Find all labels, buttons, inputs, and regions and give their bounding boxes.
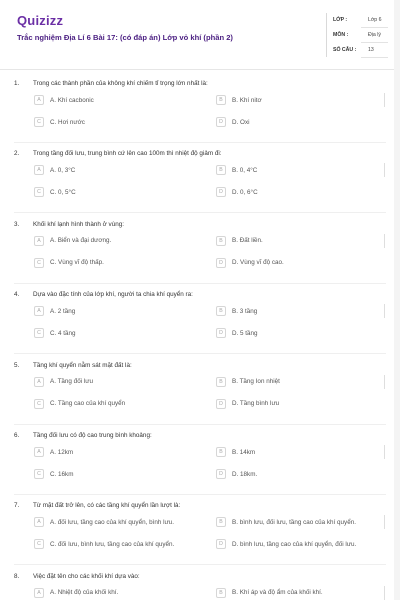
header-rule xyxy=(0,69,400,70)
option-divider xyxy=(384,586,385,600)
option-text: A. Khí cacbonic xyxy=(50,96,94,104)
option-text: A. 0, 3°C xyxy=(50,166,76,174)
option-letter-box: B xyxy=(216,588,226,598)
option-letter-box: B xyxy=(216,377,226,387)
option-letter-box: D xyxy=(216,117,226,127)
option-letter-box: A xyxy=(34,95,44,105)
question-block xyxy=(0,150,400,220)
option-letter-box: C xyxy=(34,187,44,197)
option-text: D. Tầng bình lưu xyxy=(232,400,280,408)
meta-value-subject: Địa lý xyxy=(368,32,381,38)
option-text: D. Oxi xyxy=(232,118,250,126)
option-divider xyxy=(384,445,385,459)
option-letter-box: A xyxy=(34,447,44,457)
option-text: B. Khí áp và độ ẩm của khối khí. xyxy=(232,589,323,597)
answer-option-b[interactable] xyxy=(216,445,255,459)
answer-option-c[interactable] xyxy=(34,467,73,481)
question-separator xyxy=(14,424,386,425)
answer-option-a[interactable] xyxy=(34,375,93,389)
question-block xyxy=(0,432,400,502)
option-divider xyxy=(384,163,385,177)
answer-option-a[interactable] xyxy=(34,515,174,529)
question-block xyxy=(0,502,400,572)
option-letter-box: B xyxy=(216,517,226,527)
option-letter-box: A xyxy=(34,165,44,175)
answer-option-a[interactable] xyxy=(34,586,118,600)
option-letter-box: A xyxy=(34,306,44,316)
option-divider xyxy=(384,375,385,389)
question-block xyxy=(0,221,400,291)
meta-underline xyxy=(361,57,388,58)
option-text: D. 5 tầng xyxy=(232,329,258,337)
option-text: A. Nhiệt độ của khối khí. xyxy=(50,589,119,597)
question-separator xyxy=(14,564,386,565)
question-block xyxy=(0,291,400,361)
option-text: A. Biển và đại dương. xyxy=(50,237,112,245)
option-text: B. Đất liền. xyxy=(232,237,263,245)
option-letter-box: C xyxy=(34,539,44,549)
question-separator xyxy=(14,212,386,213)
meta-underline xyxy=(361,27,388,28)
question-number: 2. xyxy=(14,150,20,158)
answer-option-a[interactable] xyxy=(34,304,75,318)
meta-underline xyxy=(361,42,388,43)
option-text: A. Tầng đối lưu xyxy=(50,378,93,386)
question-number: 3. xyxy=(14,220,20,228)
option-text: C. Tầng cao của khí quyển xyxy=(50,400,126,408)
quizizz-logo[interactable]: Quizizz xyxy=(17,13,64,28)
question-number: 1. xyxy=(14,80,20,87)
answer-option-d[interactable] xyxy=(216,185,258,199)
option-text: D. bình lưu, tầng cao của khí quyển, đối lưu. xyxy=(232,540,357,548)
option-text: A. đối lưu, tầng cao của khí quyển, bình lưu. xyxy=(50,518,174,526)
option-divider xyxy=(384,234,385,248)
question-text: Trong tầng đối lưu, trung bình cứ lên cao 100m thì nhiệt độ giảm đi: xyxy=(33,150,222,158)
option-letter-box: B xyxy=(216,236,226,246)
option-text: A. 2 tầng xyxy=(50,307,76,315)
option-text: C. Vùng vĩ độ thấp. xyxy=(50,259,104,267)
answer-option-b[interactable] xyxy=(216,515,356,529)
option-text: C. 16km xyxy=(50,470,74,478)
option-letter-box: A xyxy=(34,236,44,246)
option-letter-box: B xyxy=(216,306,226,316)
option-divider xyxy=(384,304,385,318)
question-separator xyxy=(14,283,386,284)
meta-label-count: SỐ CÂU : xyxy=(333,47,357,53)
answer-option-c[interactable] xyxy=(34,256,104,270)
option-letter-box: D xyxy=(216,399,226,409)
question-number: 5. xyxy=(14,361,20,369)
option-text: C. Hơi nước xyxy=(50,118,85,126)
option-letter-box: D xyxy=(216,328,226,338)
question-separator xyxy=(14,353,386,354)
question-block xyxy=(0,80,400,150)
option-text: C. 4 tầng xyxy=(50,329,76,337)
answer-option-d[interactable] xyxy=(216,537,356,551)
option-text: B. 3 tầng xyxy=(232,307,258,315)
option-letter-box: D xyxy=(216,469,226,479)
answer-option-c[interactable] xyxy=(34,397,125,411)
meta-value-class: Lớp 6 xyxy=(368,17,382,23)
option-letter-box: D xyxy=(216,539,226,549)
page-title: Trắc nghiệm Địa Lí 6 Bài 17: (có đáp án) Lớp vỏ khí (phần 2) xyxy=(17,33,233,42)
answer-option-d[interactable] xyxy=(216,256,284,270)
option-text: D. 0, 6°C xyxy=(232,188,258,196)
option-letter-box: A xyxy=(34,588,44,598)
option-text: B. 14km xyxy=(232,448,256,456)
answer-option-c[interactable] xyxy=(34,537,174,551)
option-divider xyxy=(384,93,385,107)
meta-label-class: LỚP : xyxy=(333,17,348,23)
worksheet-header xyxy=(0,0,400,64)
option-text: B. Khí nitơ xyxy=(232,96,262,104)
option-letter-box: A xyxy=(34,517,44,527)
answer-option-a[interactable] xyxy=(34,445,73,459)
option-text: B. bình lưu, đối lưu, tầng cao của khí quyển. xyxy=(232,518,356,526)
option-text: C. 0, 5°C xyxy=(50,188,76,196)
question-number: 6. xyxy=(14,432,20,439)
option-letter-box: D xyxy=(216,258,226,268)
answer-option-d[interactable] xyxy=(216,115,250,129)
header-divider xyxy=(326,13,327,57)
answer-option-a[interactable] xyxy=(34,234,111,248)
question-separator xyxy=(14,494,386,495)
question-text: Trong các thành phần của không khí chiếm tỉ trọng lớn nhất là: xyxy=(33,80,208,87)
option-letter-box: C xyxy=(34,469,44,479)
question-separator xyxy=(14,142,386,143)
option-letter-box: B xyxy=(216,95,226,105)
option-letter-box: C xyxy=(34,399,44,409)
option-letter-box: C xyxy=(34,117,44,127)
answer-option-c[interactable] xyxy=(34,326,76,340)
question-text: Từ mặt đất trở lên, có các tầng khí quyển lần lượt là: xyxy=(33,502,181,510)
answer-option-a[interactable] xyxy=(34,93,94,107)
question-text: Việc đặt tên cho các khối khí dựa vào: xyxy=(33,572,140,580)
option-divider xyxy=(384,515,385,529)
option-text: A. 12km xyxy=(50,448,74,456)
question-number: 7. xyxy=(14,502,20,510)
page-edge xyxy=(394,0,400,600)
option-letter-box: B xyxy=(216,447,226,457)
answer-option-b[interactable] xyxy=(216,163,257,177)
question-block xyxy=(0,573,400,600)
answer-option-a[interactable] xyxy=(34,163,75,177)
option-text: D. Vùng vĩ độ cao. xyxy=(232,259,284,267)
answer-option-b[interactable] xyxy=(216,304,257,318)
option-letter-box: A xyxy=(34,377,44,387)
option-letter-box: D xyxy=(216,187,226,197)
question-text: Khối khí lạnh hình thành ở vùng: xyxy=(33,220,124,228)
answer-option-b[interactable] xyxy=(216,586,323,600)
answer-option-d[interactable] xyxy=(216,467,257,481)
answer-option-c[interactable] xyxy=(34,185,76,199)
option-text: C. đối lưu, bình lưu, tầng cao của khí quyển. xyxy=(50,540,175,548)
question-text: Dựa vào đặc tính của lớp khí, người ta chia khí quyển ra: xyxy=(33,291,193,299)
option-text: B. 0, 4°C xyxy=(232,166,258,174)
option-letter-box: C xyxy=(34,258,44,268)
answer-option-b[interactable] xyxy=(216,375,280,389)
question-number: 8. xyxy=(14,572,20,580)
question-text: Tầng đối lưu có độ cao trung bình khoảng: xyxy=(33,432,152,439)
answer-option-d[interactable] xyxy=(216,397,279,411)
question-text: Tầng khí quyển nằm sát mặt đất là: xyxy=(33,361,132,369)
option-letter-box: B xyxy=(216,165,226,175)
answer-option-c[interactable] xyxy=(34,115,85,129)
question-number: 4. xyxy=(14,291,20,299)
meta-value-count: 13 xyxy=(368,47,374,53)
answer-option-b[interactable] xyxy=(216,93,262,107)
meta-label-subject: MÔN : xyxy=(333,32,349,38)
question-block xyxy=(0,362,400,432)
option-letter-box: C xyxy=(34,328,44,338)
option-text: B. Tầng Ion nhiệt xyxy=(232,378,280,386)
option-text: D. 18km. xyxy=(232,470,258,478)
answer-option-b[interactable] xyxy=(216,234,263,248)
answer-option-d[interactable] xyxy=(216,326,258,340)
